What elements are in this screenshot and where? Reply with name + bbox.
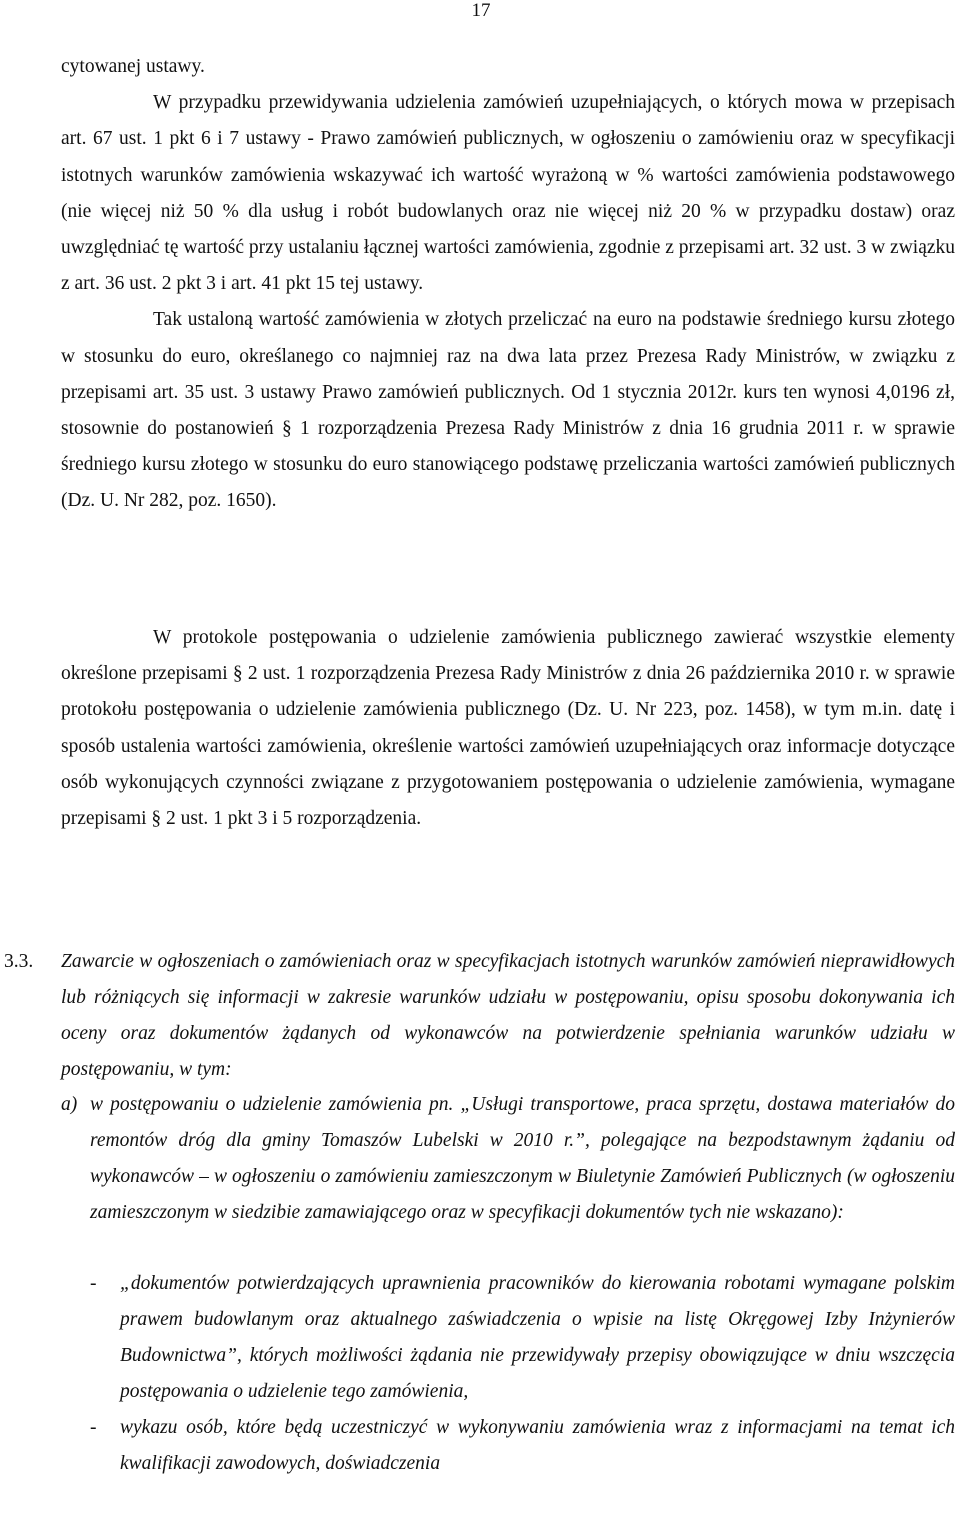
dash-item-text: wykazu osób, które będą uczestniczyć w wykonywaniu zamówienia wraz z informacjami na temat ich kwalifikacji zawodowych, doświadczenia xyxy=(120,1416,955,1474)
item-a-content xyxy=(90,1087,955,1231)
dash-bullet: - xyxy=(90,1273,97,1294)
section-number: 3.3. xyxy=(4,951,34,972)
section-heading-text: Zawarcie w ogłoszeniach o zamówieniach oraz w specyfikacjach istotnych warunków zamówień nieprawidłowych lub różniących się informacji w zakresie warunków udziału w postępowaniu, opisu sposobu dokonywania ich oceny oraz dokumentów żądanych od wykonawców na potwierdzenie spełniania warunków udziału w postępowaniu, w tym: xyxy=(61,951,955,1080)
section-2 xyxy=(61,620,955,837)
section-1 xyxy=(61,49,955,520)
paragraph-supplementary-orders: W przypadku przewidywania udzielenia zamówień uzupełniających, o których mowa w przepisach art. 67 ust. 1 pkt 6 i 7 ustawy - Prawo zamówień publicznych, w ogłoszeniu o zamówieniu oraz w specyfikacji istotnych warunków zamówienia wskazywać ich wartość wyrażoną w % wartości zamówienia podstawowego (nie więcej niż 50 % dla usług i robót budowlanych oraz nie więcej niż 20 % w przypadku dostaw) oraz uwzględniać tę wartość przy ustalaniu łącznej wartości zamówienia, zgodnie z przepisami art. 32 ust. 3 w związku z art. 36 ust. 2 pkt 3 i art. 41 pkt 15 tej ustawy. xyxy=(61,92,955,295)
dash-item-1 xyxy=(90,1266,955,1410)
section-heading xyxy=(61,944,955,1088)
dash-item-2 xyxy=(90,1410,955,1482)
item-a-text: w postępowaniu o udzielenie zamówienia pn. „Usługi transportowe, praca sprzętu, dostawa materiałów do remontów dróg dla gminy Tomaszów Lubelski w 2010 r.”, polegające na bezpodstawnym żądaniu od wykonawców – w ogłoszeniu o zamówieniu zamieszczonym w Biuletynie Zamówień Publicznych (w ogłoszeniu zamieszczonym w siedzibie zamawiającego oraz w specyfikacji dokumentów tych nie wskazano): xyxy=(90,1094,955,1223)
item-a-label: a) xyxy=(61,1094,78,1115)
dash-bullet: - xyxy=(90,1416,97,1438)
dash-item-text: „dokumentów potwierdzających uprawnienia pracowników do kierowania robotami wymagane polskim prawem budowlanym oraz aktualnego zaświadczenia o wpisie na listę Okręgowej Izby Inżynierów Budownictwa”, których możliwości żądania nie przewidywały przepisy obowiązujące w dniu wszczęcia postępowania o udzielenie tego zamówienia, xyxy=(120,1273,955,1402)
page-number: 17 xyxy=(471,0,491,21)
paragraph-euro-conversion: Tak ustaloną wartość zamówienia w złotych przeliczać na euro na podstawie średniego kursu złotego w stosunku do euro, określanego co najmniej raz na dwa lata przez Prezesa Rady Ministrów, w związku z przepisami art. 35 ust. 3 ustawy Prawo zamówień publicznych. Od 1 stycznia 2012r. kurs ten wynosi 4,0196 zł, stosownie do postanowień § 1 rozporządzenia Prezesa Rady Ministrów z dnia 16 grudnia 2011 r. w sprawie średniego kursu złotego w stosunku do euro stanowiącego podstawę przeliczania wartości zamówień publicznych (Dz. U. Nr 282, poz. 1650). xyxy=(61,309,955,512)
paragraph-protocol: W protokole postępowania o udzielenie zamówienia publicznego zawierać wszystkie elementy określone przepisami § 2 ust. 1 rozporządzenia Prezesa Rady Ministrów z dnia 26 października 2010 r. w sprawie protokołu postępowania o udzielenie zamówienia publicznego (Dz. U. Nr 223, poz. 1458), w tym m.in. datę i sposób ustalenia wartości zamówienia, określenie wartości zamówień uzupełniających oraz informacje dotyczące osób wykonujących czynności związane z przygotowaniem postępowania o udzielenie zamówienia, wymagane przepisami § 2 ust. 1 pkt 3 i 5 rozporządzenia. xyxy=(61,627,955,830)
dash-list xyxy=(90,1266,955,1481)
paragraph-continuation: cytowanej ustawy. xyxy=(61,56,205,77)
